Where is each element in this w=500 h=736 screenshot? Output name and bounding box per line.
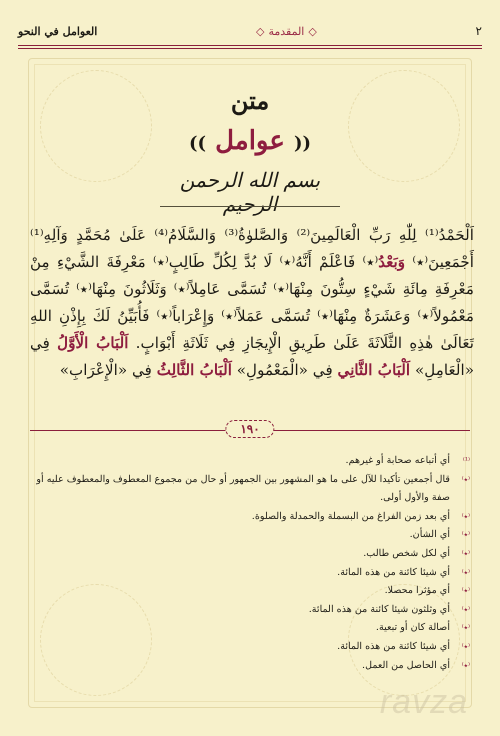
footnote bbox=[28, 582, 470, 601]
basmala-calligraphy: بسم الله الرحمن الرحيم bbox=[179, 168, 321, 216]
footnote-mark: ⁽¹⁾ bbox=[462, 456, 470, 465]
footnote-text: أصالة كان أو تبعية. bbox=[375, 622, 450, 634]
footnote-text: أي مؤثرا محصلا. bbox=[384, 585, 450, 597]
section-title-text: المقدمة bbox=[268, 24, 305, 38]
text-segment: ⁽٭⁾ فَاعْلَمْ أَنَّهُ⁽٭⁾ لَا بُدَّ لِكُلِّ طَالِبٍ⁽٭⁾ مَعْرِفَةَ الشَّيْءِ مِنْ مَعْرِفَةِ مِائَةِ شَيْءٍ سِتُّونَ مِنْهَا⁽٭⁾ تُسَمَّى عَامِلاً⁽٭⁾ وَثَلَاثُونَ مِنْهَا⁽٭⁾ تُسَمَّى مَعْمُولاً⁽٭⁾ وَعَشَرَةٌ مِنْهَا⁽٭⁾ تُسَمَّى عَمَلاً⁽٭⁾ وَإِعْرَاباً⁽٭⁾ فَأُبَيِّنُ لَكَ بِإِذْنِ اللهِ تَعَالَىٰ هٰذِهِ الثَّلَاثَةَ عَلَىٰ طَرِيقِ الْإِيجَازِ فِي ثَلَاثَةِ أَبْوَابٍ. bbox=[30, 253, 474, 352]
footnote-text: أي وثلثون شيئا كائنة من هذه المائة. bbox=[308, 603, 450, 615]
footnote-text: قال أجمعين تأكيدا للآل على ما هو المشهور بين الجمهور أو حال من مجموع المعطوف والمعطوف عليه أو صفة والأول أولى. bbox=[36, 473, 450, 504]
ornament-icon: ◇ bbox=[256, 24, 265, 38]
header-rule-thin bbox=[18, 48, 482, 49]
footnote-mark: ⁽٭⁾ bbox=[461, 530, 470, 540]
text-segment: فِي «الْعَامِلِ» bbox=[30, 334, 474, 379]
footnote-text: أي بعد زمن الفراغ من البسملة والحمدلة والصلوة. bbox=[251, 510, 450, 522]
footnote bbox=[28, 638, 470, 657]
footnote-text: أي شيئا كائنة من هذه المائة. bbox=[337, 566, 450, 578]
footnote bbox=[28, 619, 470, 638]
watermark-logo: ravza bbox=[379, 683, 468, 721]
bracket-open: (( bbox=[293, 133, 311, 154]
main-text bbox=[30, 222, 474, 384]
heading-matn: متن bbox=[230, 86, 270, 115]
footnote-text: أي الحاصل من العمل. bbox=[362, 659, 450, 671]
footnote-mark: ⁽٭⁾ bbox=[461, 511, 470, 521]
ornament-icon: ◇ bbox=[308, 24, 317, 38]
basmala-underline bbox=[160, 206, 340, 207]
footnote-divider bbox=[30, 419, 470, 443]
footnote-mark: ⁽٭⁾ bbox=[461, 586, 470, 596]
section-title bbox=[256, 25, 317, 38]
footnote bbox=[28, 508, 470, 527]
footnote bbox=[28, 657, 470, 676]
heading-title-text: عوامل bbox=[215, 126, 285, 156]
footnote-mark: ⁽٭⁾ bbox=[461, 623, 470, 633]
footnote-mark: ⁽٭⁾ bbox=[461, 660, 470, 670]
header-rule bbox=[18, 45, 482, 46]
highlighted-phrase: اَلْبَابُ الْأَوَّلُ bbox=[57, 334, 129, 352]
footnote-text: أي الشأن. bbox=[409, 529, 450, 541]
footnote bbox=[28, 471, 470, 508]
footnote bbox=[28, 564, 470, 583]
footnote-mark: ⁽٭⁾ bbox=[461, 567, 470, 577]
footnote-text: أي لكل شخص طالب. bbox=[363, 547, 450, 559]
divider-badge: ١٩٠ bbox=[225, 420, 274, 438]
highlighted-phrase: وَبَعْدُ bbox=[378, 253, 406, 271]
text-segment: فِي «الْإِعْرَابِ» bbox=[59, 361, 157, 379]
bracket-close: )) bbox=[188, 133, 207, 154]
footnote-mark: ⁽٭⁾ bbox=[461, 641, 470, 651]
footnote-mark: ⁽٭⁾ bbox=[461, 548, 470, 558]
footnote bbox=[28, 452, 470, 471]
footnote bbox=[28, 601, 470, 620]
book-title: العوامل في النحو bbox=[18, 24, 98, 38]
footnote-text: أي شيئا كائنة من هذه المائة. bbox=[337, 640, 450, 652]
footnote-text: أي أتباعه صحابة أو غيرهم. bbox=[345, 455, 450, 466]
page-number: ٢ bbox=[475, 24, 482, 38]
footnote bbox=[28, 526, 470, 545]
text-segment: اَلْحَمْدُ bbox=[438, 226, 474, 244]
footnote-mark: ⁽٭⁾ bbox=[461, 474, 470, 484]
footnotes bbox=[28, 452, 470, 675]
heading-title bbox=[0, 126, 500, 156]
highlighted-phrase: اَلْبَابُ الثَّالِثُ bbox=[156, 361, 232, 379]
text-segment: ⁽¹⁾ لِلّٰهِ رَبِّ الْعَالَمِينَ⁽²⁾ وَالصَّلوٰةُ⁽³⁾ وَالسَّلَامُ⁽⁴⁾ عَلَىٰ مُحَمَّدٍ وَآلِهِ⁽¹⁾ أَجْمَعِينَ⁽٭⁾ bbox=[30, 226, 474, 271]
highlighted-phrase: اَلْبَابُ الثَّانِي bbox=[337, 361, 411, 379]
footnote-mark: ⁽٭⁾ bbox=[461, 604, 470, 614]
running-head bbox=[18, 16, 482, 46]
text-segment: فِي «الْمَعْمُولِ» bbox=[231, 361, 338, 379]
footnote bbox=[28, 545, 470, 564]
